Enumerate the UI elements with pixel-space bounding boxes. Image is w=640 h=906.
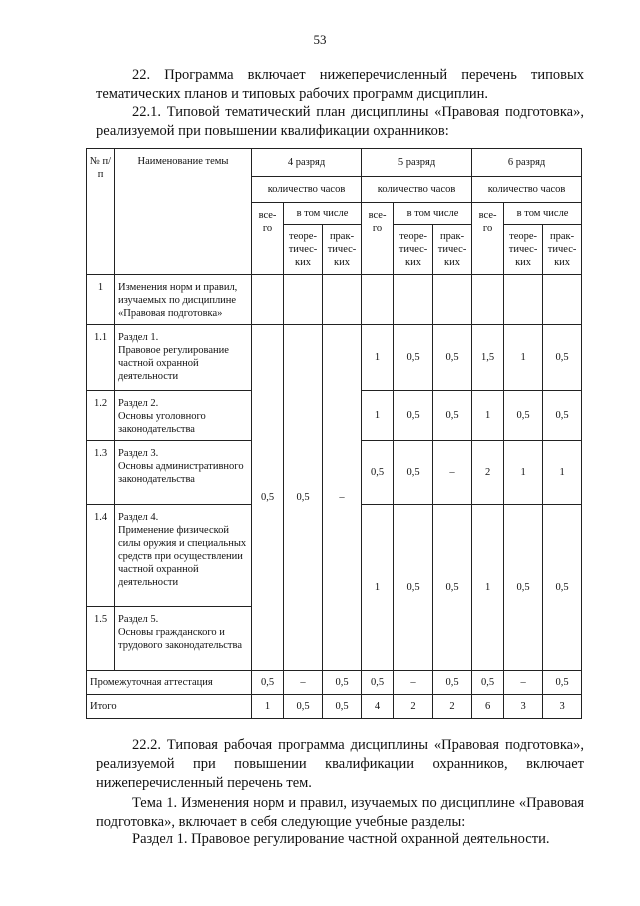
row-num: 1.1	[87, 325, 115, 391]
header-hours: количество часов	[362, 177, 472, 203]
topic-name: Изменения норм и правил, изучаемых по дисциплине «Правовая подготовка»	[115, 275, 252, 325]
section-text: Основы административного законодательства	[118, 461, 244, 485]
thematic-plan-table	[86, 148, 582, 719]
header-grade-4: 4 разряд	[252, 149, 362, 177]
g6-theory: 0,5	[504, 391, 543, 441]
paragraph-22: 22. Программа включает нижеперечисленный перечень типовых тематических планов и типовых рабочих программ дисциплин.	[96, 67, 584, 102]
total-cell: 4	[362, 695, 394, 719]
total-cell: 2	[394, 695, 433, 719]
section-name	[115, 441, 252, 505]
attestation-cell: 0,5	[472, 671, 504, 695]
header-theory: теоре-тичес-ких	[394, 225, 433, 275]
cell	[323, 275, 362, 325]
section-title: Раздел 5.	[118, 614, 159, 625]
g5-practice: 0,5	[433, 391, 472, 441]
section-title: Раздел 3.	[118, 448, 159, 459]
attestation-cell: 0,5	[543, 671, 582, 695]
g5-total: 1	[362, 391, 394, 441]
header-total: все-го	[362, 203, 394, 275]
section-title: Раздел 1.	[118, 332, 159, 343]
g6-practice: 0,5	[543, 391, 582, 441]
header-including: в том числе	[504, 203, 582, 225]
header-grade-5: 5 разряд	[362, 149, 472, 177]
g5-theory: 0,5	[394, 391, 433, 441]
total-cell: 0,5	[284, 695, 323, 719]
cell	[504, 275, 543, 325]
g4-total: 0,5	[252, 325, 284, 671]
attestation-cell: 0,5	[252, 671, 284, 695]
header-grade-6: 6 разряд	[472, 149, 582, 177]
g6-practice: 0,5	[543, 325, 582, 391]
g5-total: 0,5	[362, 441, 394, 505]
attestation-cell: 0,5	[362, 671, 394, 695]
section-name	[115, 325, 252, 391]
header-practice: прак-тичес-ких	[543, 225, 582, 275]
header-total: все-го	[252, 203, 284, 275]
header-including: в том числе	[284, 203, 362, 225]
g5-practice: –	[433, 441, 472, 505]
paragraph-section-1: Раздел 1. Правовое регулирование частной охранной деятельности.	[132, 831, 550, 847]
attestation-cell: 0,5	[323, 671, 362, 695]
cell	[284, 275, 323, 325]
cell	[543, 275, 582, 325]
g6-total: 2	[472, 441, 504, 505]
g6-practice: 0,5	[543, 505, 582, 671]
section-name	[115, 505, 252, 607]
header-name: Наименование темы	[115, 149, 252, 275]
total-label: Итого	[87, 695, 252, 719]
g6-total: 1	[472, 391, 504, 441]
row-num: 1.5	[87, 607, 115, 671]
section-text: Основы уголовного законодательства	[118, 411, 206, 435]
header-including: в том числе	[394, 203, 472, 225]
section-name	[115, 391, 252, 441]
attestation-cell: 0,5	[433, 671, 472, 695]
g5-theory: 0,5	[394, 325, 433, 391]
section-name	[115, 607, 252, 671]
header-total: все-го	[472, 203, 504, 275]
total-cell: 6	[472, 695, 504, 719]
attestation-cell: –	[284, 671, 323, 695]
cell	[472, 275, 504, 325]
header-practice: прак-тичес-ких	[323, 225, 362, 275]
row-num: 1.4	[87, 505, 115, 607]
paragraph-22-2: 22.2. Типовая рабочая программа дисциплины «Правовая подготовка», реализуемой при повышении квалификации охранников, включает нижеперечисленный перечень тем.	[96, 737, 584, 791]
total-cell: 1	[252, 695, 284, 719]
total-cell: 2	[433, 695, 472, 719]
g6-total: 1	[472, 505, 504, 671]
header-theory: теоре-тичес-ких	[284, 225, 323, 275]
header-theory: теоре-тичес-ких	[504, 225, 543, 275]
row-num: 1	[87, 275, 115, 325]
g5-practice: 0,5	[433, 505, 472, 671]
total-cell: 3	[504, 695, 543, 719]
g6-total: 1,5	[472, 325, 504, 391]
attestation-label: Промежуточная аттестация	[87, 671, 252, 695]
g5-theory: 0,5	[394, 505, 433, 671]
section-text: Правовое регулирование частной охранной деятельности	[118, 345, 229, 382]
g6-theory: 1	[504, 325, 543, 391]
total-cell: 3	[543, 695, 582, 719]
g6-theory: 0,5	[504, 505, 543, 671]
section-text: Основы гражданского и трудового законодательства	[118, 627, 242, 651]
g6-practice: 1	[543, 441, 582, 505]
row-num: 1.2	[87, 391, 115, 441]
g6-theory: 1	[504, 441, 543, 505]
section-title: Раздел 4.	[118, 512, 159, 523]
paragraph-22-1: 22.1. Типовой тематический план дисциплины «Правовая подготовка», реализуемой при повышении квалификации охранников:	[96, 104, 584, 139]
header-hours: количество часов	[252, 177, 362, 203]
g5-total: 1	[362, 325, 394, 391]
g5-theory: 0,5	[394, 441, 433, 505]
header-num: № п/п	[87, 149, 115, 275]
section-title: Раздел 2.	[118, 398, 159, 409]
total-cell: 0,5	[323, 695, 362, 719]
cell	[252, 275, 284, 325]
paragraph-topic-1: Тема 1. Изменения норм и правил, изучаемых по дисциплине «Правовая подготовка», включает в себя следующие учебные разделы:	[96, 795, 584, 830]
g4-theory: 0,5	[284, 325, 323, 671]
g4-practice: –	[323, 325, 362, 671]
cell	[394, 275, 433, 325]
section-text: Применение физической силы оружия и специальных средств при осуществлении частной охранной деятельности	[118, 525, 247, 588]
cell	[362, 275, 394, 325]
header-practice: прак-тичес-ких	[433, 225, 472, 275]
header-hours: количество часов	[472, 177, 582, 203]
page-number: 53	[313, 32, 327, 47]
g5-total: 1	[362, 505, 394, 671]
row-num: 1.3	[87, 441, 115, 505]
attestation-cell: –	[394, 671, 433, 695]
cell	[433, 275, 472, 325]
attestation-cell: –	[504, 671, 543, 695]
g5-practice: 0,5	[433, 325, 472, 391]
